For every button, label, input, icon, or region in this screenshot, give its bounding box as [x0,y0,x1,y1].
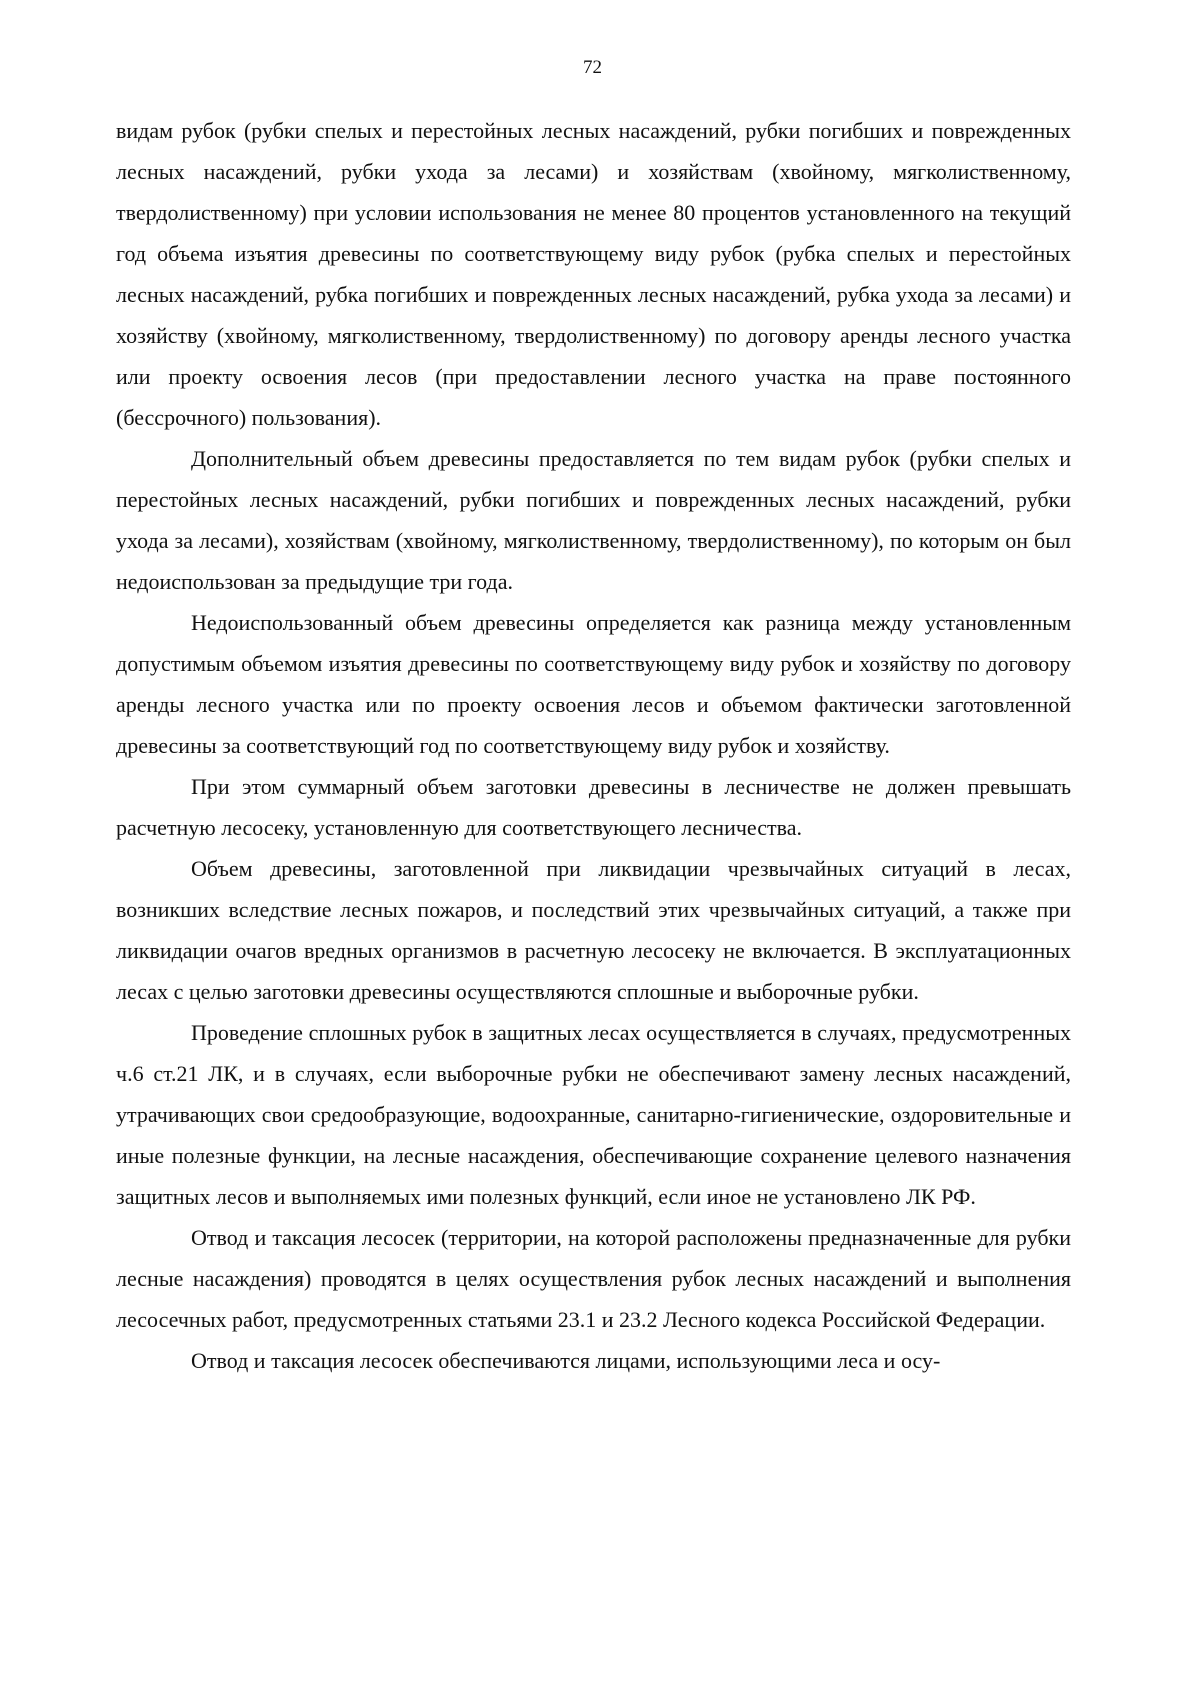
page-number: 72 [583,57,602,78]
paragraph-clear-cutting: Проведение сплошных рубок в защитных лесах осуществляется в случаях, предусмотренных ч.6 ст.21 ЛК, и в случаях, если выборочные рубки не обеспечивают замену лесных насаждений, утрачивающих свои средообразующие, водоохранные, санитарно-гигиенические, оздоровительные и иные полезные функции, на лесные насаждения, обеспечивающие сохранение целевого назначения защитных лесов и выполняемых ими полезных функций, если иное не установлено ЛК РФ. [116,1020,1071,1209]
paragraph-total-harvest-limit: При этом суммарный объем заготовки древесины в лесничестве не должен превышать расчетную лесосеку, установленную для соответствующего лесничества. [116,774,1071,840]
paragraph-emergency-wood: Объем древесины, заготовленной при ликвидации чрезвычайных ситуаций в лесах, возникших вследствие лесных пожаров, и последствий этих чрезвычайных ситуаций, а также при ликвидации очагов вредных организмов в расчетную лесосеку не включается. В эксплуатационных лесах с целью заготовки древесины осуществляются сплошные и выборочные рубки. [116,856,1071,1004]
paragraph-allotment-provision: Отвод и таксация лесосек обеспечиваются лицами, использующими леса и осу- [191,1348,941,1373]
paragraph-additional-volume: Дополнительный объем древесины предоставляется по тем видам рубок (рубки спелых и перестойных лесных насаждений, рубки погибших и поврежденных лесных насаждений, рубки ухода за лесами), хозяйствам (хвойному, мягколиственному, твердолиственному), по которым он был недоиспользован за предыдущие три года. [116,446,1071,594]
paragraph-unused-volume: Недоиспользованный объем древесины определяется как разница между установленным допустимым объемом изъятия древесины по соответствующему виду рубок и хозяйству по договору аренды лесного участка или по проекту освоения лесов и объемом фактически заготовленной древесины за соответствующий год по соответствующему виду рубок и хозяйству. [116,610,1071,758]
document-body [116,110,1071,1381]
paragraph-allotment-taxation: Отвод и таксация лесосек (территории, на которой расположены предназначенные для рубки лесные насаждения) проводятся в целях осуществления рубок лесных насаждений и выполнения лесосечных работ, предусмотренных статьями 23.1 и 23.2 Лесного кодекса Российской Федерации. [116,1225,1071,1332]
paragraph-continuation: видам рубок (рубки спелых и перестойных лесных насаждений, рубки погибших и поврежденных лесных насаждений, рубки ухода за лесами) и хозяйствам (хвойному, мягколиственному, твердолиственному) при условии использования не менее 80 процентов установленного на текущий год объема изъятия древесины по соответствующему виду рубок (рубка спелых и перестойных лесных насаждений, рубка погибших и поврежденных лесных насаждений, рубка ухода за лесами) и хозяйству (хвойному, мягколиственному, твердолиственному) по договору аренды лесного участка или проекту освоения лесов (при предоставлении лесного участка на праве постоянного (бессрочного) пользования). [116,118,1071,430]
